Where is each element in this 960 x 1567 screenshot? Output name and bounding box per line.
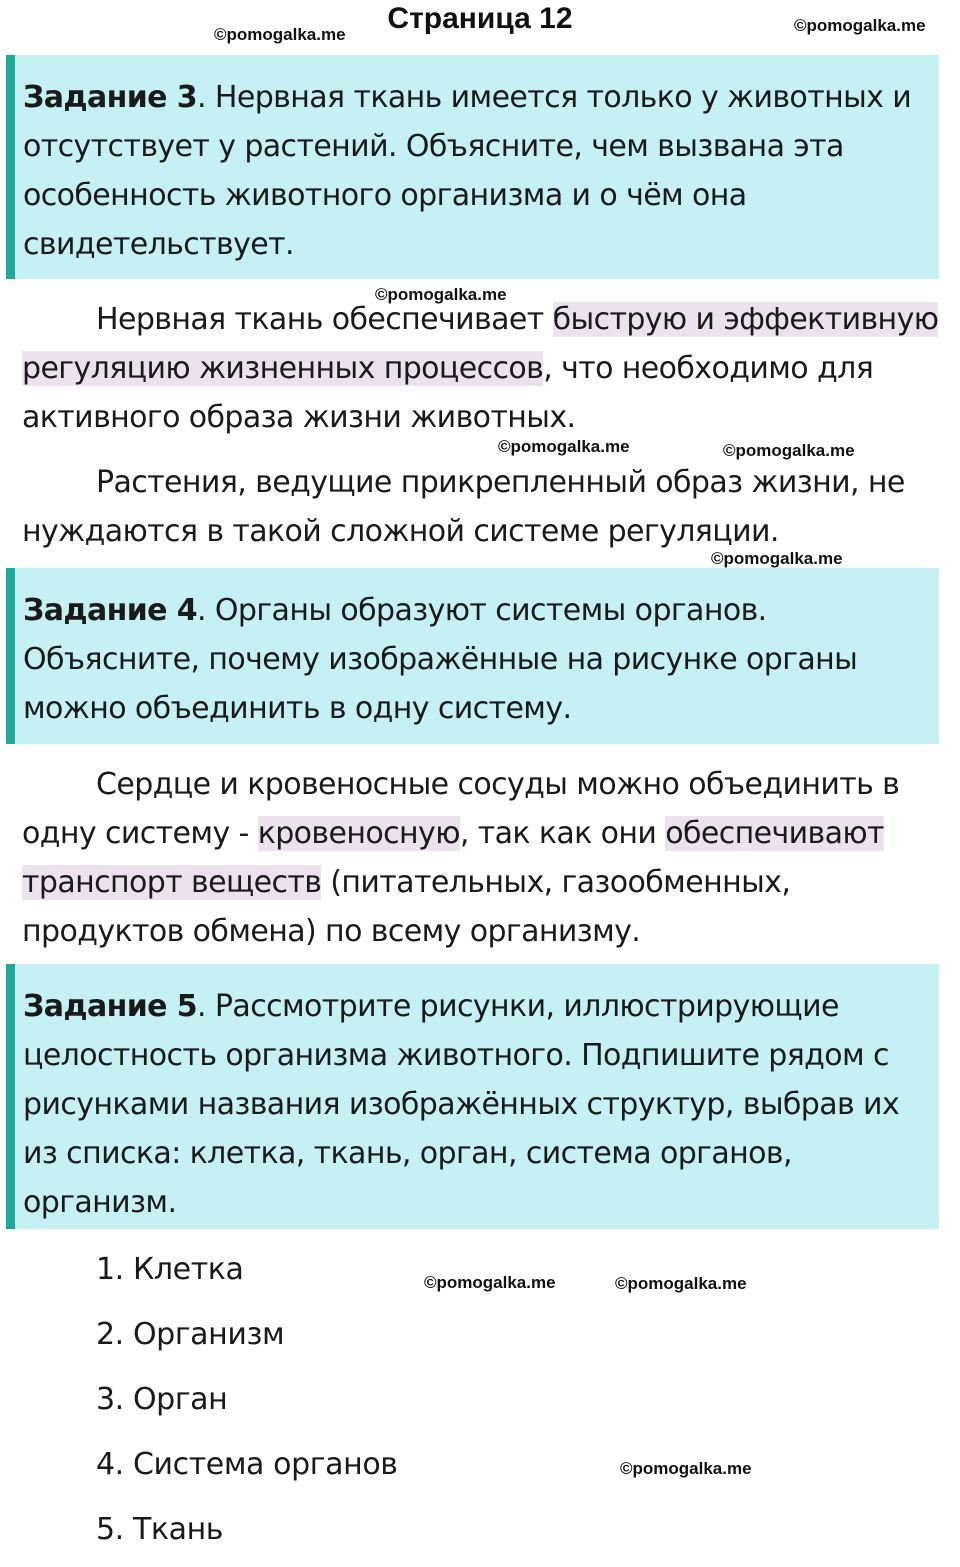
- highlight: быструю и эффективную регуляцию жизненных процессов: [22, 302, 939, 386]
- answer-5-list: [96, 1242, 398, 1567]
- task-3-text: . Нервная ткань имеется только у животных и отсутствует у растений. Объясните, чем вызвана эта особенность животного организма и о чём она свидетельствует.: [23, 80, 912, 262]
- answer-3-paragraph-2: Растения, ведущие прикрепленный образ жизни, не нуждаются в такой сложной системе регуляции.: [22, 465, 905, 549]
- answer-4: [22, 760, 952, 956]
- watermark: ©pomogalka.me: [723, 441, 855, 460]
- answer-3: [22, 295, 952, 556]
- list-item: 4. Система органов: [96, 1447, 398, 1482]
- highlight: обеспечивают транспорт веществ: [22, 816, 884, 900]
- watermark: ©pomogalka.me: [375, 285, 507, 304]
- list-item: 1. Клетка: [96, 1252, 244, 1287]
- task-5-box: [6, 964, 939, 1229]
- watermark: ©pomogalka.me: [711, 549, 843, 568]
- watermark: ©pomogalka.me: [794, 16, 926, 35]
- watermark: ©pomogalka.me: [620, 1459, 752, 1478]
- answer-3-paragraph-1: Нервная ткань обеспечивает быструю и эффективную регуляцию жизненных процессов, что необходимо для активного образа жизни животных.: [22, 302, 939, 435]
- watermark: ©pomogalka.me: [214, 25, 346, 44]
- watermark: ©pomogalka.me: [615, 1274, 747, 1293]
- list-item: 3. Орган: [96, 1382, 228, 1417]
- task-5-text: . Рассмотрите рисунки, иллюстрирующие целостность организма животного. Подпишите рядом с рисунками названия изображённых структур, выбрав их из списка: клетка, ткань, орган, система органов, организм.: [23, 989, 900, 1220]
- task-4-box: [6, 568, 939, 744]
- page-title: Страница 12: [387, 2, 573, 35]
- watermark: ©pomogalka.me: [424, 1273, 556, 1292]
- task-4-label: Задание 4: [23, 593, 198, 628]
- task-4-text: . Органы образуют системы органов. Объясните, почему изображённые на рисунке органы можно объединить в одну систему.: [23, 593, 858, 726]
- task-3-label: Задание 3: [23, 80, 198, 115]
- answer-4-paragraph: Сердце и кровеносные сосуды можно объединить в одну систему - кровеносную, так как они обеспечивают транспорт веществ (питательных, газообменных, продуктов обмена) по всему организму.: [22, 767, 900, 949]
- highlight: кровеносную: [257, 816, 460, 851]
- watermark: ©pomogalka.me: [498, 437, 630, 456]
- task-3-box: [6, 55, 939, 279]
- list-item: 5. Ткань: [96, 1512, 224, 1547]
- list-item: 2. Организм: [96, 1317, 285, 1352]
- task-5-label: Задание 5: [23, 989, 198, 1024]
